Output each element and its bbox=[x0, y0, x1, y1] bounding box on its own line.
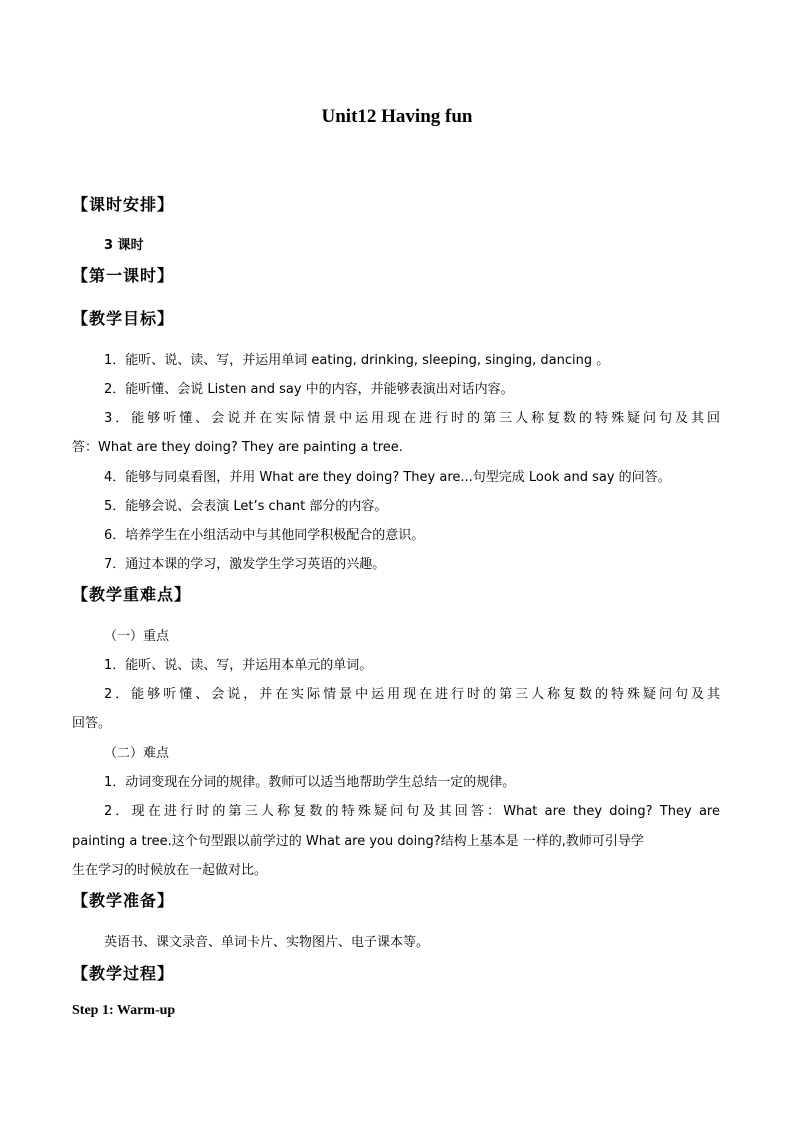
preparation-content: 英语书、课文录音、单词卡片、实物图片、电子课本等。 bbox=[104, 935, 430, 950]
schedule-content: 3 课时 bbox=[104, 238, 144, 253]
difficulty-item-continued: 生在学习的时候放在一起做对比。 bbox=[72, 863, 268, 878]
step-1-label: Step 1: Warm-up bbox=[72, 1003, 176, 1018]
difficulty-item-text: 2．现在进行时的第三人称复数的特殊疑问句及其回答：What are they doing? They are bbox=[104, 804, 720, 819]
objective-item bbox=[72, 407, 720, 426]
objective-item: 6．培养学生在小组活动中与其他同学积极配合的意识。 bbox=[104, 528, 425, 543]
preparation-heading: 【教学准备】 bbox=[72, 891, 175, 910]
objective-item: 2．能听懂、会说 Listen and say 中的内容，并能够表演出对话内容。 bbox=[104, 382, 514, 397]
objective-item-continued: 答：What are they doing? They are painting a tree. bbox=[72, 440, 403, 455]
difficulty-item: 1．动词变现在分词的规律。教师可以适当地帮助学生总结一定的规律。 bbox=[104, 775, 516, 790]
difficulty-item-continued: painting a tree.这个句型跟以前学过的 What are you doing?结构上基本是 一样的,教师可引导学 bbox=[72, 834, 644, 849]
key-point-item-continued: 回答。 bbox=[72, 716, 112, 731]
objective-item: 4．能够与同桌看图，并用 What are they doing? They are...句型完成 Look and say 的问答。 bbox=[104, 470, 671, 485]
objectives-heading: 【教学目标】 bbox=[72, 309, 175, 328]
objective-item-text: 3．能够听懂、会说并在实际情景中运用现在进行时的第三人称复数的特殊疑问句及其回 bbox=[104, 411, 720, 426]
difficulty-subheading: （二）难点 bbox=[104, 746, 170, 761]
difficulty-item bbox=[72, 800, 720, 819]
key-point-item-text: 2．能够听懂、会说，并在实际情景中运用现在进行时的第三人称复数的特殊疑问句及其 bbox=[104, 687, 720, 702]
key-points-subheading: （一）重点 bbox=[104, 629, 170, 644]
key-points-heading: 【教学重难点】 bbox=[72, 585, 192, 604]
schedule-heading: 【课时安排】 bbox=[72, 195, 175, 214]
document-title: Unit12 Having fun bbox=[321, 106, 473, 127]
objective-item: 7．通过本课的学习，激发学生学习英语的兴趣。 bbox=[104, 557, 386, 572]
lesson-one-heading: 【第一课时】 bbox=[72, 266, 175, 285]
objective-item: 1．能听、说、读、写，并运用单词 eating, drinking, sleeping, singing, dancing 。 bbox=[104, 353, 610, 368]
key-point-item: 1．能听、说、读、写，并运用本单元的单词。 bbox=[104, 658, 373, 673]
objective-item: 5．能够会说、会表演 Let’s chant 部分的内容。 bbox=[104, 499, 388, 514]
key-point-item bbox=[72, 683, 720, 702]
process-heading: 【教学过程】 bbox=[72, 964, 175, 983]
